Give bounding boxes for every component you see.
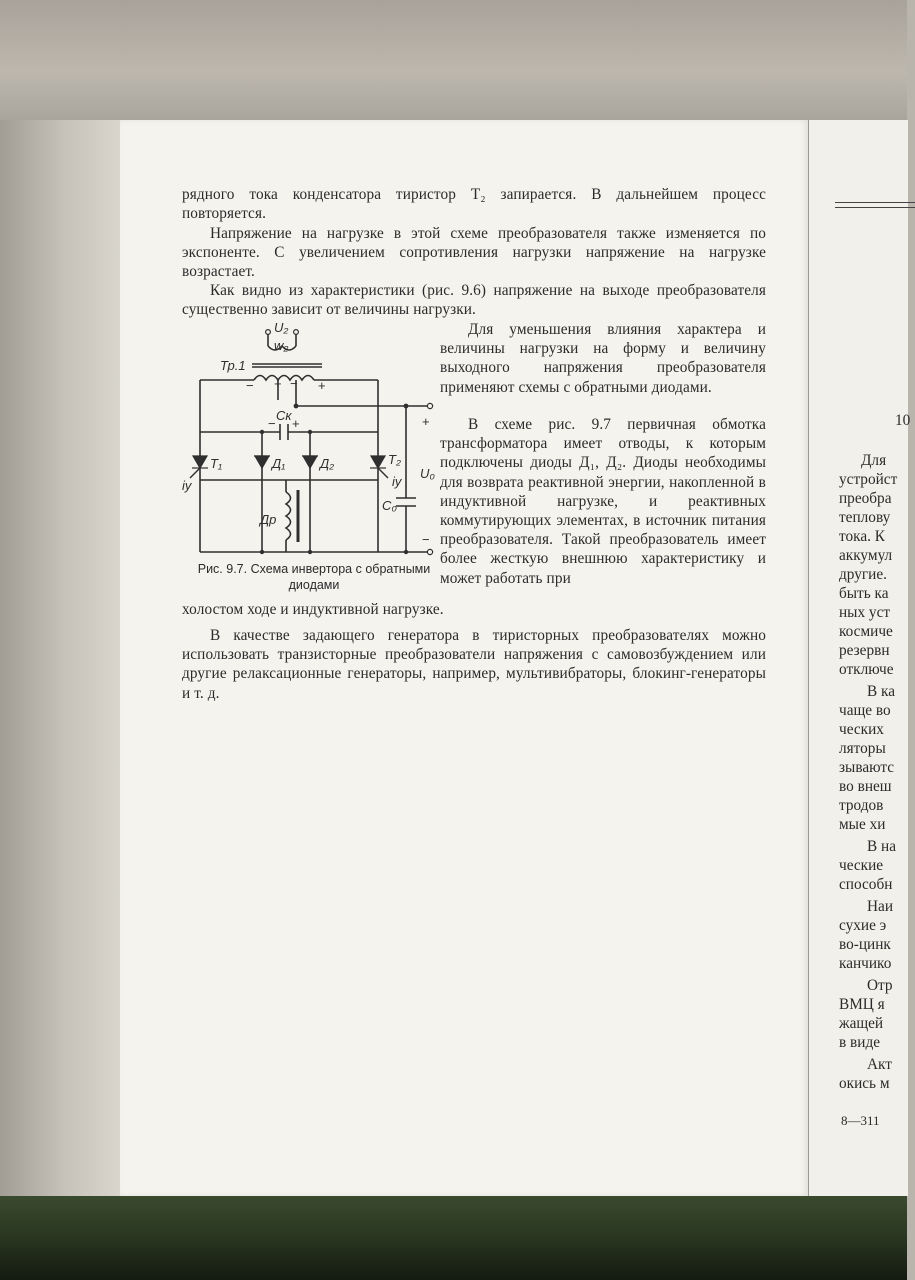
right-page-line: Акт	[867, 1056, 892, 1073]
label-plus-out: +	[422, 414, 430, 429]
right-page-line: другие.	[839, 566, 887, 583]
right-page-line: во внеш	[839, 778, 892, 795]
right-page-line: зываютс	[839, 759, 895, 776]
right-page-line: в виде	[839, 1034, 881, 1051]
right-page-line: В ка	[867, 683, 896, 700]
right-page-line: преобра	[839, 490, 892, 507]
right-page-line: жащей	[839, 1015, 884, 1032]
paragraph-3: Как видно из характеристики (рис. 9.6) напряжение на выходе преобразователя существенно зависит от величины нагрузки.	[182, 282, 766, 319]
right-page-line: мые хи	[839, 816, 886, 833]
figure-caption: Рис. 9.7. Схема инвертора с обратными диодами	[197, 562, 431, 592]
label-dp: Др	[260, 512, 277, 527]
book-page-right	[808, 120, 911, 1196]
right-page-line: Наи	[867, 898, 894, 915]
label-d2: Д₂	[320, 456, 335, 471]
right-page-line: быть ка	[839, 585, 889, 602]
right-page-line: тока. К	[839, 528, 885, 545]
paragraph-1: рядного тока конденсатора тиристор Т₂ запирается. В дальнейшем процесс повторяется.	[182, 186, 766, 223]
right-page-line: окись м	[839, 1075, 890, 1092]
label-minus-w2: −	[290, 376, 298, 391]
label-c0: C₀	[382, 498, 397, 513]
right-page-heading: 10	[895, 412, 911, 429]
label-tp1: Тр.1	[220, 358, 246, 373]
label-d1: Д₁	[272, 456, 286, 471]
right-page-line: ческие	[839, 857, 884, 874]
right-page-line: тродов	[839, 797, 884, 814]
label-u0: U₀	[420, 466, 435, 481]
scan-background-left	[0, 120, 120, 1200]
label-t2: Т₂	[388, 452, 401, 467]
scan-background-top	[0, 0, 907, 120]
label-plus-w1: +	[274, 376, 282, 391]
label-ck: Cк	[276, 408, 292, 423]
label-minus-w1: −	[246, 378, 254, 393]
label-minus-ck: −	[268, 416, 276, 431]
right-page-line: ВМЦ я	[839, 996, 885, 1013]
label-iy-right: iу	[392, 474, 402, 489]
right-page-line: космиче	[839, 623, 893, 640]
paragraph-6: В качестве задающего генератора в тиристорных преобразователях можно использовать транзисторные преобразователи напряжения с самовозбуждением или другие релаксационные генераторы, например, мультивибраторы, блокинг-генераторы и т. д.	[182, 627, 766, 702]
inverter-circuit-diagram	[182, 320, 442, 560]
paragraph-5-tail: холостом ходе и индуктивной нагрузке.	[182, 601, 444, 618]
right-page-line: отключе	[839, 661, 894, 678]
right-page-line: во-цинк	[839, 936, 891, 953]
scan-background-bottom	[0, 1196, 907, 1280]
right-page-line: чаще во	[839, 702, 891, 719]
label-u2: U₂	[274, 320, 289, 335]
label-plus-w2: +	[318, 378, 326, 393]
right-page-line: сухие э	[839, 917, 887, 934]
right-page-line: В на	[867, 838, 897, 855]
right-page-line: способн	[839, 876, 893, 893]
right-page-line: ческих	[839, 721, 884, 738]
label-minus-out: −	[422, 532, 430, 547]
paragraph-2: Напряжение на нагрузке в этой схеме преобразователя также изменяется по экспоненте. С увеличением сопротивления нагрузки напряжение на нагрузке возрастает.	[182, 225, 766, 281]
right-page-line: устройст	[839, 471, 898, 488]
paragraph-4: Для уменьшения влияния характера и величины нагрузки на форму и величину выходного напряжения преобразователя применяют схемы с обратными диодами.	[440, 321, 766, 396]
right-page-rule	[835, 202, 915, 208]
right-page-line: ляторы	[839, 740, 886, 757]
right-page-footer: 8—311	[841, 1113, 880, 1128]
label-iy-left: iу	[182, 478, 192, 493]
label-w2: w₂	[274, 338, 289, 353]
right-page-line: аккумул	[839, 547, 893, 564]
right-page-line: резервн	[839, 642, 890, 659]
label-t1: Т₁	[210, 456, 223, 471]
right-page-line: ных уст	[839, 604, 891, 621]
right-page-line: теплову	[839, 509, 891, 526]
right-page-line: канчико	[839, 955, 892, 972]
right-page-line: Для	[861, 452, 887, 469]
right-page-line: Отр	[867, 977, 893, 994]
paragraph-5: В схеме рис. 9.7 первичная обмотка трансформатора имеет отводы, к которым подключены диоды Д₁, Д₂. Диоды необходимы для возврата реактивной энергии, накопленной в индуктивной нагрузке, и реактивных коммутирующих элементах, в источник питания преобразователя. Такой преобразователь имеет более жесткую внешнюю характеристику и может работать при	[440, 416, 766, 587]
label-plus-ck: +	[292, 416, 300, 431]
